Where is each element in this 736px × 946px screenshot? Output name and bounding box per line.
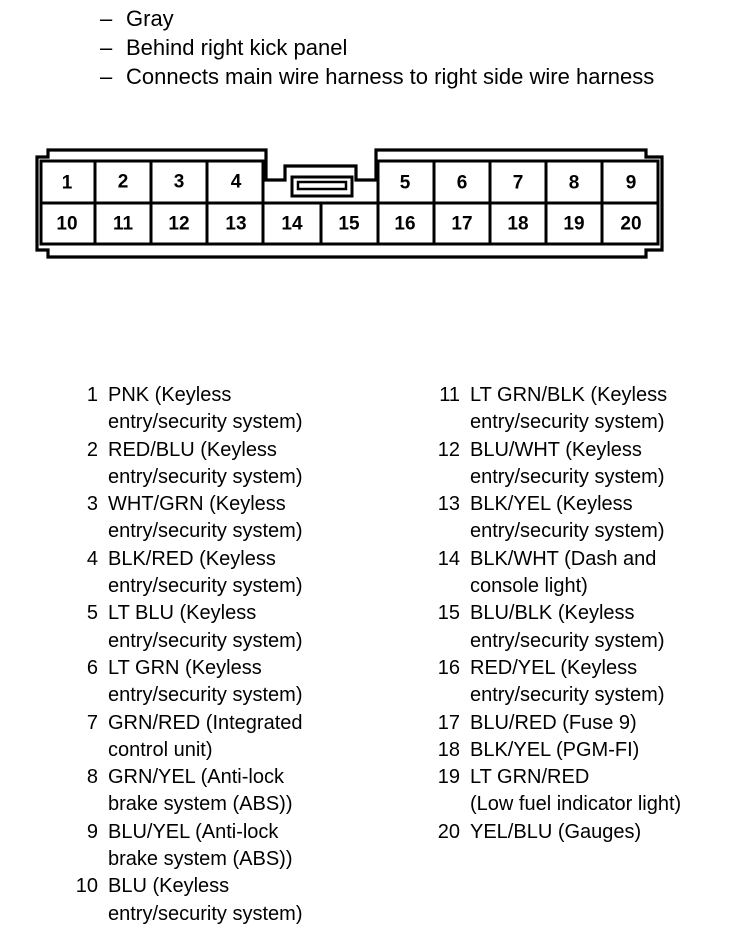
legend-wire-description: BLK/YEL (Keyless entry/security system) xyxy=(470,493,665,543)
legend-pin-number: 7 xyxy=(86,711,98,734)
legend-item xyxy=(422,437,732,492)
legend-pin-number: 10 xyxy=(75,875,98,898)
pin-label-5: 5 xyxy=(399,172,411,194)
legend-wire-description: LT GRN (Keyless entry/security system) xyxy=(108,656,303,707)
legend-pin-number: 14 xyxy=(437,547,460,570)
legend-pin-number: 13 xyxy=(437,493,460,516)
legend-item xyxy=(60,382,380,437)
legend-wire-description: PNK (Keyless entry/security system) xyxy=(108,384,303,434)
legend-wire-description: GRN/RED (Integrated control unit) xyxy=(108,711,303,761)
legend-pin-number: 1 xyxy=(86,384,98,406)
legend-wire-description: LT BLU (Keyless entry/security system) xyxy=(108,602,303,652)
connector-face-svg xyxy=(0,140,736,280)
legend-pin-number: 12 xyxy=(437,438,460,461)
legend-pin-number: 15 xyxy=(437,602,460,625)
legend-item xyxy=(422,737,732,764)
connector-diagram xyxy=(0,140,736,280)
legend-pin-number: 4 xyxy=(86,547,98,570)
legend-item xyxy=(422,546,732,601)
legend-item xyxy=(422,764,732,819)
legend-item xyxy=(60,873,380,928)
legend-pin-number: 6 xyxy=(86,656,98,679)
legend-pin-number: 2 xyxy=(86,438,98,461)
legend-item xyxy=(422,710,732,737)
legend-pin-number: 9 xyxy=(86,820,98,843)
legend-pin-number: 3 xyxy=(86,493,98,516)
connector-location: Behind right kick panel xyxy=(126,35,348,60)
legend-pin-number: 11 xyxy=(439,384,460,406)
pin-label-13: 13 xyxy=(225,213,247,235)
connector-function: Connects main wire harness to right side wire harness xyxy=(126,64,655,89)
legend-wire-description: BLK/WHT (Dash and console light) xyxy=(470,547,657,598)
legend-item xyxy=(60,491,380,546)
legend-pin-number: 19 xyxy=(437,766,460,789)
pin-label-17: 17 xyxy=(451,213,473,235)
pin-label-1: 1 xyxy=(61,172,73,194)
legend-item xyxy=(60,655,380,710)
legend-pin-number: 5 xyxy=(86,602,98,625)
legend-wire-description: BLU/WHT (Keyless entry/security system) xyxy=(470,438,665,488)
legend-wire-description: BLU (Keyless entry/security system) xyxy=(108,875,303,925)
pin-label-7: 7 xyxy=(512,172,524,194)
legend-wire-description: BLU/BLK (Keyless entry/security system) xyxy=(470,602,665,652)
pin-label-11: 11 xyxy=(112,213,134,235)
pin-label-3: 3 xyxy=(173,171,185,193)
pin-label-19: 19 xyxy=(563,213,585,235)
pin-label-18: 18 xyxy=(507,213,529,235)
locking-tab-slot xyxy=(298,182,346,189)
legend-item xyxy=(422,819,732,846)
legend-pin-number: 16 xyxy=(437,656,460,679)
legend-wire-description: BLK/RED (Keyless entry/security system) xyxy=(108,547,303,598)
pin-label-14: 14 xyxy=(281,213,303,235)
pin-legend-right xyxy=(422,382,732,846)
legend-pin-number: 20 xyxy=(437,820,460,843)
legend-item xyxy=(60,764,380,819)
legend-wire-description: BLU/RED (Fuse 9) xyxy=(470,711,637,734)
pin-label-15: 15 xyxy=(338,213,360,235)
pin-label-20: 20 xyxy=(620,213,642,235)
connector-color-line: – Gray xyxy=(100,6,174,31)
legend-wire-description: GRN/YEL (Anti-lock brake system (ABS)) xyxy=(108,766,293,816)
legend-wire-description: BLU/YEL (Anti-lock brake system (ABS)) xyxy=(108,820,293,871)
legend-wire-description: BLK/YEL (PGM-FI) xyxy=(470,738,640,761)
legend-item xyxy=(422,655,732,710)
legend-pin-number: 18 xyxy=(437,738,460,761)
pin-label-16: 16 xyxy=(394,213,416,235)
pin-label-2: 2 xyxy=(117,171,129,193)
pin-legend-left xyxy=(60,382,380,928)
locking-tab xyxy=(292,177,352,196)
legend-wire-description: RED/YEL (Keyless entry/security system) xyxy=(470,656,665,707)
connector-function-line: – Connects main wire harness to right side wire harness xyxy=(100,64,655,89)
connector-color: Gray xyxy=(126,6,174,31)
connector-location-line: – Behind right kick panel xyxy=(100,35,348,60)
pin-label-6: 6 xyxy=(456,172,468,194)
legend-wire-description: LT GRN/BLK (Keyless entry/security system) xyxy=(470,384,668,434)
legend-item xyxy=(60,546,380,601)
legend-item xyxy=(60,437,380,492)
pin-label-4: 4 xyxy=(230,171,242,193)
legend-pin-number: 17 xyxy=(437,711,460,734)
legend-item xyxy=(60,819,380,874)
legend-item xyxy=(60,600,380,655)
pin-label-10: 10 xyxy=(56,213,78,235)
connector-description xyxy=(100,4,654,91)
pin-label-12: 12 xyxy=(168,213,190,235)
legend-item xyxy=(422,600,732,655)
legend-item xyxy=(60,710,380,765)
pin-label-9: 9 xyxy=(625,172,637,194)
legend-wire-description: YEL/BLU (Gauges) xyxy=(470,820,642,843)
legend-item xyxy=(422,382,732,437)
legend-wire-description: LT GRN/RED (Low fuel indicator light) xyxy=(470,766,682,816)
legend-wire-description: RED/BLU (Keyless entry/security system) xyxy=(108,438,303,488)
legend-item xyxy=(422,491,732,546)
pin-label-8: 8 xyxy=(568,172,580,194)
legend-wire-description: WHT/GRN (Keyless entry/security system) xyxy=(108,493,303,543)
legend-pin-number: 8 xyxy=(86,766,98,789)
